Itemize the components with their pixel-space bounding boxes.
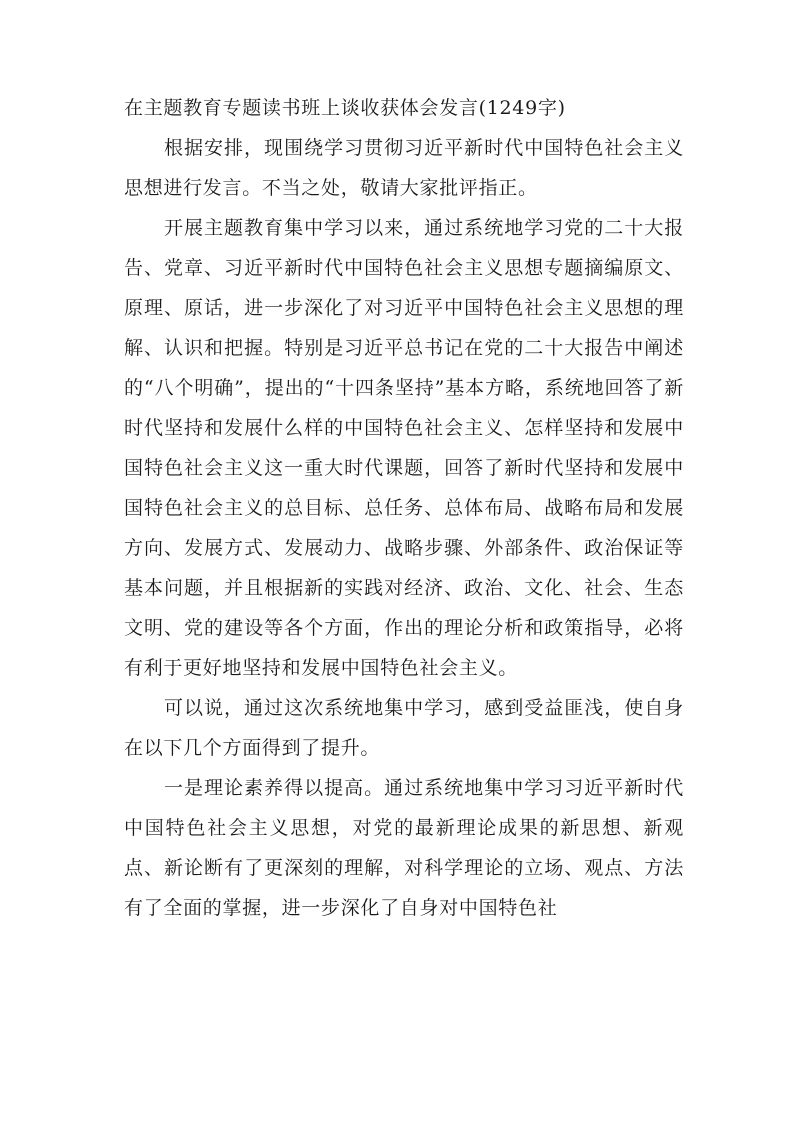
- paragraph-theory: 一是理论素养得以提高。通过系统地集中学习习近平新时代中国特色社会主义思想，对党的最新理论成果的新思想、新观点、新论断有了更深刻的理解，对科学理论的立场、观点、方法有了全面的掌握，进一步深化了自身对中国特色社: [124, 777, 684, 919]
- paragraph-benefits: 可以说，通过这次系统地集中学习，感到受益匪浅，使自身在以下几个方面得到了提升。: [124, 697, 684, 759]
- document-title: 在主题教育专题读书班上谈收获体会发言(1249字): [124, 97, 566, 119]
- paragraph-intro: 根据安排，现围绕学习贯彻习近平新时代中国特色社会主义思想进行发言。不当之处，敬请大家批评指正。: [124, 137, 684, 199]
- paragraph-study-summary: 开展主题教育集中学习以来，通过系统地学习党的二十大报告、党章、习近平新时代中国特色社会主义思想专题摘编原文、原理、原话，进一步深化了对习近平中国特色社会主义思想的理解、认识和把握。特别是习近平总书记在党的二十大报告中阐述的“八个明确”，提出的“十四条坚持”基本方略，系统地回答了新时代坚持和发展什么样的中国特色社会主义、怎样坚持和发展中国特色社会主义这一重大时代课题，回答了新时代坚持和发展中国特色社会主义的总目标、总任务、总体布局、战略布局和发展方向、发展方式、发展动力、战略步骤、外部条件、政治保证等基本问题，并且根据新的实践对经济、政治、文化、社会、生态文明、党的建设等各个方面，作出的理论分析和政策指导，必将有利于更好地坚持和发展中国特色社会主义。: [124, 217, 684, 679]
- document-page: [124, 88, 684, 928]
